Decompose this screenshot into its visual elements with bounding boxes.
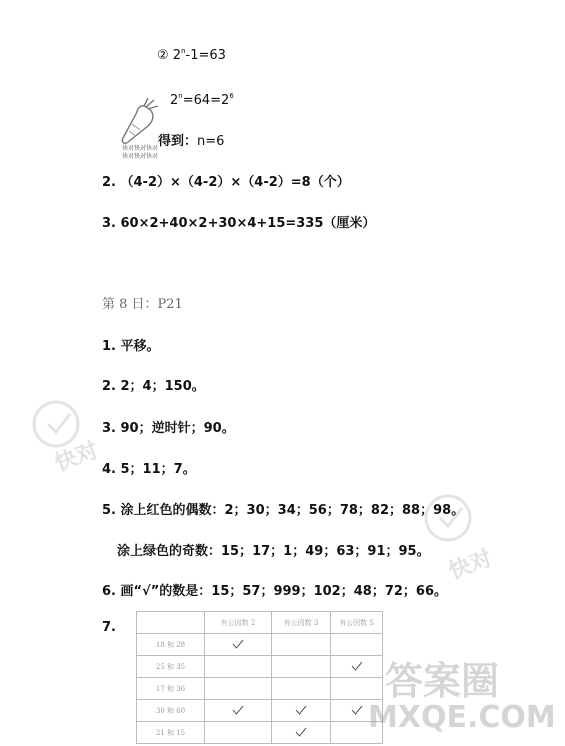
table-header-row	[137, 612, 383, 634]
equation-rest: -1=63	[185, 48, 226, 63]
stamp-text	[122, 145, 158, 161]
answer-6: 6. 画“√”的数是：15；57；999；102；48；72；66。	[102, 584, 447, 599]
check-cell	[205, 656, 272, 678]
equation-line-1	[157, 47, 226, 63]
equation-exponent-2: 6	[229, 92, 234, 100]
stamp-line-1: 快对快对快对	[122, 145, 159, 152]
table-row	[137, 700, 383, 722]
check-cell	[331, 678, 383, 700]
watermark-site-cn: 答案圈	[385, 659, 500, 703]
table-header-cell: 有公因数 3	[272, 612, 331, 634]
check-cell	[205, 722, 272, 744]
answer-4: 4. 5；11；7。	[102, 462, 196, 477]
table-header-cell: 有公因数 5	[331, 612, 383, 634]
pair-cell: 30 和 60	[137, 700, 205, 722]
circle-number: ②	[157, 48, 169, 63]
check-cell	[272, 678, 331, 700]
answer-2: 2. 2；4；150。	[102, 379, 205, 394]
check-cell	[272, 634, 331, 656]
checkmark-icon	[295, 704, 307, 716]
watermark-brand-1: 快对	[51, 438, 102, 477]
check-cell	[272, 722, 331, 744]
pair-cell: 25 和 35	[137, 656, 205, 678]
table-row	[137, 722, 383, 744]
equation-mid: =64=2	[182, 93, 230, 108]
question-7-label: 7.	[102, 620, 116, 635]
table-row	[137, 678, 383, 700]
check-cell	[331, 634, 383, 656]
check-cell	[205, 634, 272, 656]
checkmark-icon	[351, 704, 363, 716]
equation-base: 2	[170, 93, 179, 108]
answer-1: 1. 平移。	[102, 339, 160, 354]
checkmark-icon	[351, 660, 363, 672]
check-cell	[272, 656, 331, 678]
equation-exponent: n	[178, 92, 183, 100]
equation-exponent: n	[181, 47, 186, 55]
watermark-brand-2: 快对	[445, 546, 496, 585]
checkmark-icon	[232, 704, 244, 716]
question-2-answer: 2. （4-2）×（4-2）×（4-2）=8（个）	[102, 175, 350, 190]
checkmark-icon	[232, 638, 244, 650]
table-header-cell	[137, 612, 205, 634]
day-heading: 第 8 日：P21	[102, 297, 183, 312]
stamp-line-2: 快对快对快对	[122, 153, 159, 160]
table-header-cell: 有公因数 2	[205, 612, 272, 634]
answer-3: 3. 90；逆时针；90。	[102, 421, 235, 436]
check-cell	[205, 700, 272, 722]
result-value: n=6	[197, 134, 225, 149]
checkmark-icon	[295, 726, 307, 738]
check-cell	[272, 700, 331, 722]
pair-cell: 18 和 28	[137, 634, 205, 656]
watermark-site-en: MXQE.COM	[368, 700, 556, 735]
answer-5-odd: 涂上绿色的奇数：15；17；1；49；63；91；95。	[117, 544, 430, 559]
pair-cell: 21 和 15	[137, 722, 205, 744]
equation-base: 2	[172, 48, 182, 63]
check-cell	[331, 656, 383, 678]
question-3-answer: 3. 60×2+40×2+30×4+15=335（厘米）	[102, 216, 376, 231]
pair-cell: 17 和 36	[137, 678, 205, 700]
table-row	[137, 634, 383, 656]
table-row	[137, 656, 383, 678]
check-cell	[205, 678, 272, 700]
common-factor-table	[136, 611, 383, 744]
answer-5-even: 5. 涂上红色的偶数：2；30；34；56；78；82；88；98。	[102, 503, 465, 518]
equation-line-3	[158, 130, 224, 149]
pencil-stamp-icon	[118, 92, 162, 148]
result-label: 得到：	[158, 134, 198, 149]
equation-line-2	[170, 92, 234, 108]
